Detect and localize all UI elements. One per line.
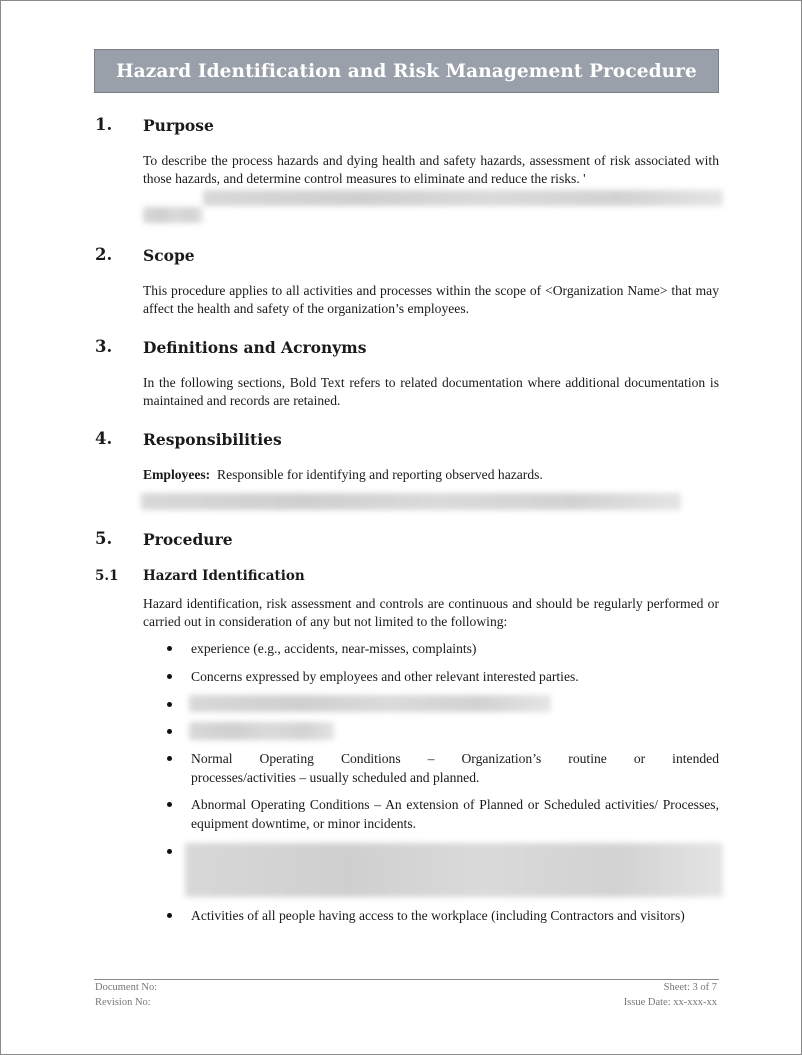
list-item: Abnormal Operating Conditions – An extension of Planned or Scheduled activities/ Processes, equipment downtime, or minor incidents. <box>191 797 719 831</box>
section-number: 5. <box>95 529 113 548</box>
list-item: Concerns expressed by employees and other relevant interested parties. <box>191 669 579 684</box>
bullet-icon <box>167 646 172 651</box>
bullet-icon <box>167 913 172 918</box>
document-title: Hazard Identification and Risk Management Procedure <box>116 60 697 82</box>
subsection-number: 5.1 <box>95 568 119 584</box>
document-title-banner <box>94 49 719 93</box>
section-number: 1. <box>95 115 113 134</box>
section-title-procedure: Procedure <box>143 530 233 549</box>
footer-issue-date: Issue Date: xx-xxx-xx <box>623 997 717 1008</box>
list-item-continuation: processes/activities – usually scheduled and planned. <box>191 770 480 785</box>
redacted-text <box>143 207 203 223</box>
section-title-responsibilities: Responsibilities <box>143 430 282 449</box>
employees-text: Responsible for identifying and reporting observed hazards. <box>217 467 543 482</box>
section-title-definitions: Definitions and Acronyms <box>143 338 367 357</box>
footer-sheet: Sheet: 3 of 7 <box>663 982 717 993</box>
section-number: 2. <box>95 245 113 264</box>
redacted-list-item <box>185 843 723 897</box>
list-item: experience (e.g., accidents, near-misses, complaints) <box>191 641 477 656</box>
redacted-text <box>203 190 723 206</box>
redacted-text <box>141 493 681 510</box>
list-item: Normal Operating Conditions – Organization’s routine or intended <box>191 751 719 766</box>
scope-text: This procedure applies to all activities and processes within the scope of <Organization Name> that may affect the health and safety of the organization’s employees. <box>143 283 719 316</box>
subsection-title: Hazard Identification <box>143 568 305 584</box>
section-title-scope: Scope <box>143 246 195 265</box>
section-number: 4. <box>95 429 113 448</box>
footer-document-no: Document No: <box>95 982 158 993</box>
bullet-icon <box>167 802 172 807</box>
bullet-icon <box>167 729 172 734</box>
list-item: Activities of all people having access to the workplace (including Contractors and visitors) <box>191 908 685 923</box>
redacted-list-item <box>189 722 334 740</box>
redacted-list-item <box>189 695 551 712</box>
bullet-icon <box>167 849 172 854</box>
purpose-text: To describe the process hazards and dying health and safety hazards, assessment of risk associated with those hazards, and determine control measures to eliminate and reduce the risks. ' <box>143 153 719 186</box>
footer-divider <box>94 979 719 980</box>
bullet-icon <box>167 702 172 707</box>
subsection-intro: Hazard identification, risk assessment and controls are continuous and should be regularly performed or carried out in consideration of any but not limited to the following: <box>143 596 719 629</box>
employees-label: Employees: <box>143 467 211 482</box>
section-number: 3. <box>95 337 113 356</box>
section-title-purpose: Purpose <box>143 116 214 135</box>
bullet-icon <box>167 756 172 761</box>
definitions-text: In the following sections, Bold Text refers to related documentation where additional documentation is maintained and records are retained. <box>143 375 719 408</box>
bullet-icon <box>167 674 172 679</box>
footer-revision-no: Revision No: <box>95 997 151 1008</box>
employees-responsibility <box>143 466 719 484</box>
